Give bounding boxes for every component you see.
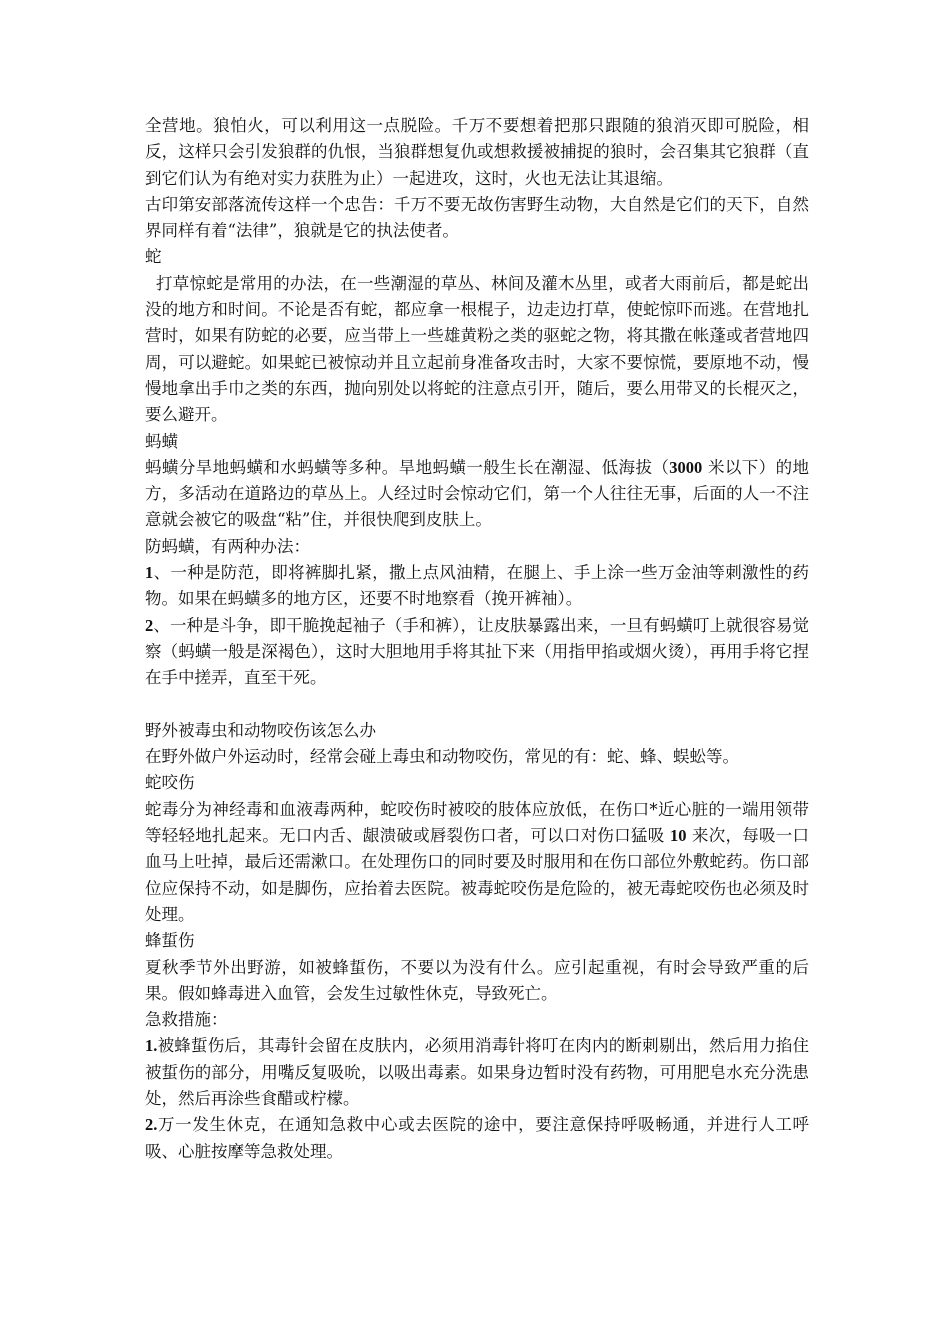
heading-leech: 蚂蟥 — [145, 431, 178, 451]
paragraph-leech-method-1: 1、一种是防范，即将裤脚扎紧，撒上点风油精，在腿上、手上涂一些万金油等刺激性的药物。如果在蚂蟥多的地方区，还要不时地察看（挽开裤袖）。 — [145, 563, 809, 609]
paragraph-snake-prevention: 打草惊蛇是常用的办法，在一些潮湿的草丛、林间及灌木丛里，或者大雨前后，都是蛇出没的地方和时间。不论是否有蛇，都应拿一根棍子，边走边打草，使蛇惊吓而逃。在营地扎营时，如果有防蛇的必要，应当带上一些雄黄粉之类的驱蛇之物，将其撒在帐蓬或者营地四周，可以避蛇。如果蛇已被惊动并且立起前身准备攻击时，大家不要惊慌，要原地不动，慢慢地拿出手巾之类的东西，抛向别处以将蛇的注意点引开，随后，要么用带叉的长棍灭之，要么避开。 — [145, 273, 809, 425]
heading-bee-sting: 蜂蜇伤 — [145, 931, 195, 951]
heading-first-aid: 急救措施： — [145, 1010, 228, 1030]
blank-line — [145, 692, 809, 718]
paragraph-wolf-escape: 全营地。狼怕火，可以利用这一点脱险。千万不要想着把那只跟随的狼消灭即可脱险，相反，这样只会引发狼群的仇恨，当狼群想复仇或想救援被捕捉的狼时，会召集其它狼群（直到它们认为有绝对实力获胜为止）一起进攻，这时，火也无法让其退缩。 — [145, 116, 809, 188]
paragraph-first-aid-1: 1.被蜂蜇伤后，其毒针会留在皮肤内，必须用消毒针将叮在肉内的断刺剔出，然后用力掐住被蜇伤的部分，用嘴反复吸吮，以吸出毒素。如果身边暂时没有药物，可用肥皂水充分洗患处，然后再涂些食醋或柠檬。 — [145, 1036, 809, 1108]
heading-leech-prevention: 防蚂蟥，有两种办法： — [145, 536, 310, 556]
heading-snake-bite: 蛇咬伤 — [145, 773, 195, 793]
paragraph-snake-bite-treatment: 蛇毒分为神经毒和血液毒两种，蛇咬伤时被咬的肢体应放低，在伤口*近心脏的一端用领带等轻轻地扎起来。无口内舌、龈溃破或唇裂伤口者，可以口对伤口猛吸 10 来次，每吸一口血马上吐掉，最后还需漱口。在处理伤口的同时要及时服用和在伤口部位外敷蛇药。伤口部位应保持不动，如是脚伤，应抬着去医院。被毒蛇咬伤是危险的，被无毒蛇咬伤也必须及时处理。 — [145, 799, 809, 924]
paragraph-bites-intro: 在野外做户外运动时，经常会碰上毒虫和动物咬伤，常见的有：蛇、蜂、蜈蚣等。 — [145, 747, 739, 767]
paragraph-indian-proverb: 古印第安部落流传这样一个忠告：千万不要无故伤害野生动物，大自然是它们的天下，自然界同样有着“法律”，狼就是它的执法使者。 — [145, 194, 809, 241]
paragraph-bee-sting-warning: 夏秋季节外出野游，如被蜂蜇伤，不要以为没有什么。应引起重视，有时会导致严重的后果。假如蜂毒进入血管，会发生过敏性休克，导致死亡。 — [145, 957, 809, 1003]
paragraph-leech-types: 蚂蟥分旱地蚂蟥和水蚂蟥等多种。旱地蚂蟥一般生长在潮湿、低海拔（3000 米以下）的地方，多活动在道路边的草丛上。人经过时会惊动它们，第一个人往往无事，后面的人一不注意就会被它的吸盘“粘”住，并很快爬到皮肤上。 — [145, 457, 809, 530]
heading-bites: 野外被毒虫和动物咬伤该怎么办 — [145, 720, 376, 740]
heading-snake: 蛇 — [145, 247, 162, 267]
paragraph-leech-method-2: 2、一种是斗争，即干脆挽起袖子（手和裤），让皮肤暴露出来，一旦有蚂蟥叮上就很容易觉察（蚂蟥一般是深褐色），这时大胆地用手将其扯下来（用指甲掐或烟火烫），再用手将它捏在手中搓弄，直至干死。 — [145, 615, 809, 688]
paragraph-first-aid-2: 2.万一发生休克，在通知急救中心或去医院的途中，要注意保持呼吸畅通，并进行人工呼吸、心脏按摩等急救处理。 — [145, 1115, 809, 1161]
document-body — [145, 113, 809, 1165]
